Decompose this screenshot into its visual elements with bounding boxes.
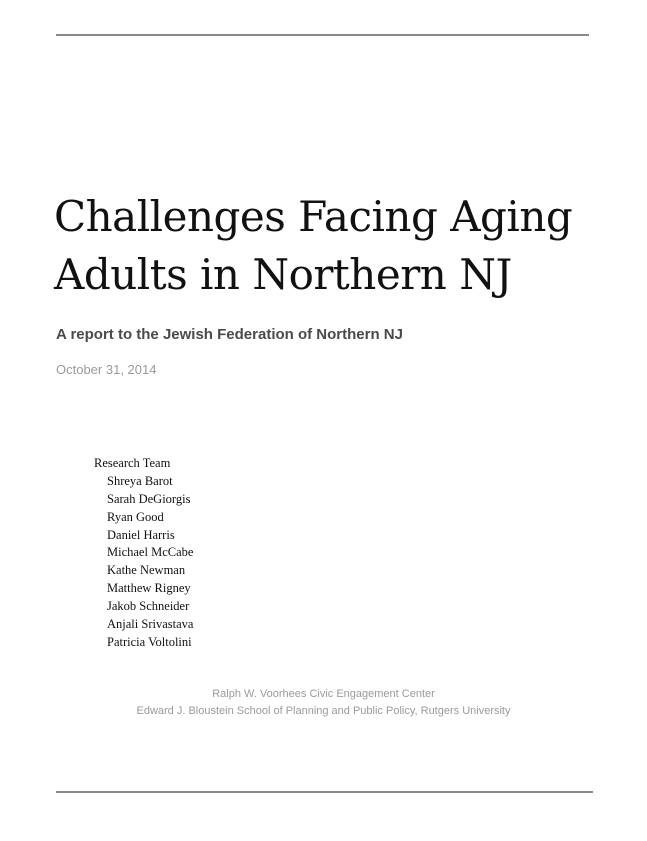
team-member: Patricia Voltolini bbox=[107, 634, 192, 649]
team-member: Jakob Schneider bbox=[107, 599, 190, 614]
team-member: Daniel Harris bbox=[107, 527, 175, 542]
footer-school-name: Edward J. Bloustein School of Planning and Public Policy, Rutgers University bbox=[136, 705, 511, 717]
report-date: October 31, 2014 bbox=[56, 362, 157, 377]
research-team-heading: Research Team bbox=[94, 456, 171, 470]
team-member: Matthew Rigney bbox=[107, 581, 191, 596]
team-member: Sarah DeGiorgis bbox=[107, 491, 191, 506]
team-member: Ryan Good bbox=[107, 509, 164, 524]
footer-affiliation bbox=[0, 686, 647, 720]
report-title bbox=[54, 188, 634, 304]
title-line: Adults in Northern NJ bbox=[54, 250, 512, 299]
team-member: Shreya Barot bbox=[107, 473, 173, 488]
bottom-rule bbox=[56, 791, 593, 793]
top-rule bbox=[56, 34, 589, 36]
report-subtitle: A report to the Jewish Federation of Northern NJ bbox=[56, 326, 403, 343]
title-line: Challenges Facing Aging bbox=[54, 192, 573, 241]
research-team bbox=[94, 455, 193, 652]
team-member: Anjali Srivastava bbox=[107, 617, 194, 632]
team-member: Michael McCabe bbox=[107, 545, 194, 560]
research-team-list bbox=[94, 473, 193, 652]
team-member: Kathe Newman bbox=[107, 563, 186, 578]
footer-center-name: Ralph W. Voorhees Civic Engagement Center bbox=[212, 688, 435, 700]
